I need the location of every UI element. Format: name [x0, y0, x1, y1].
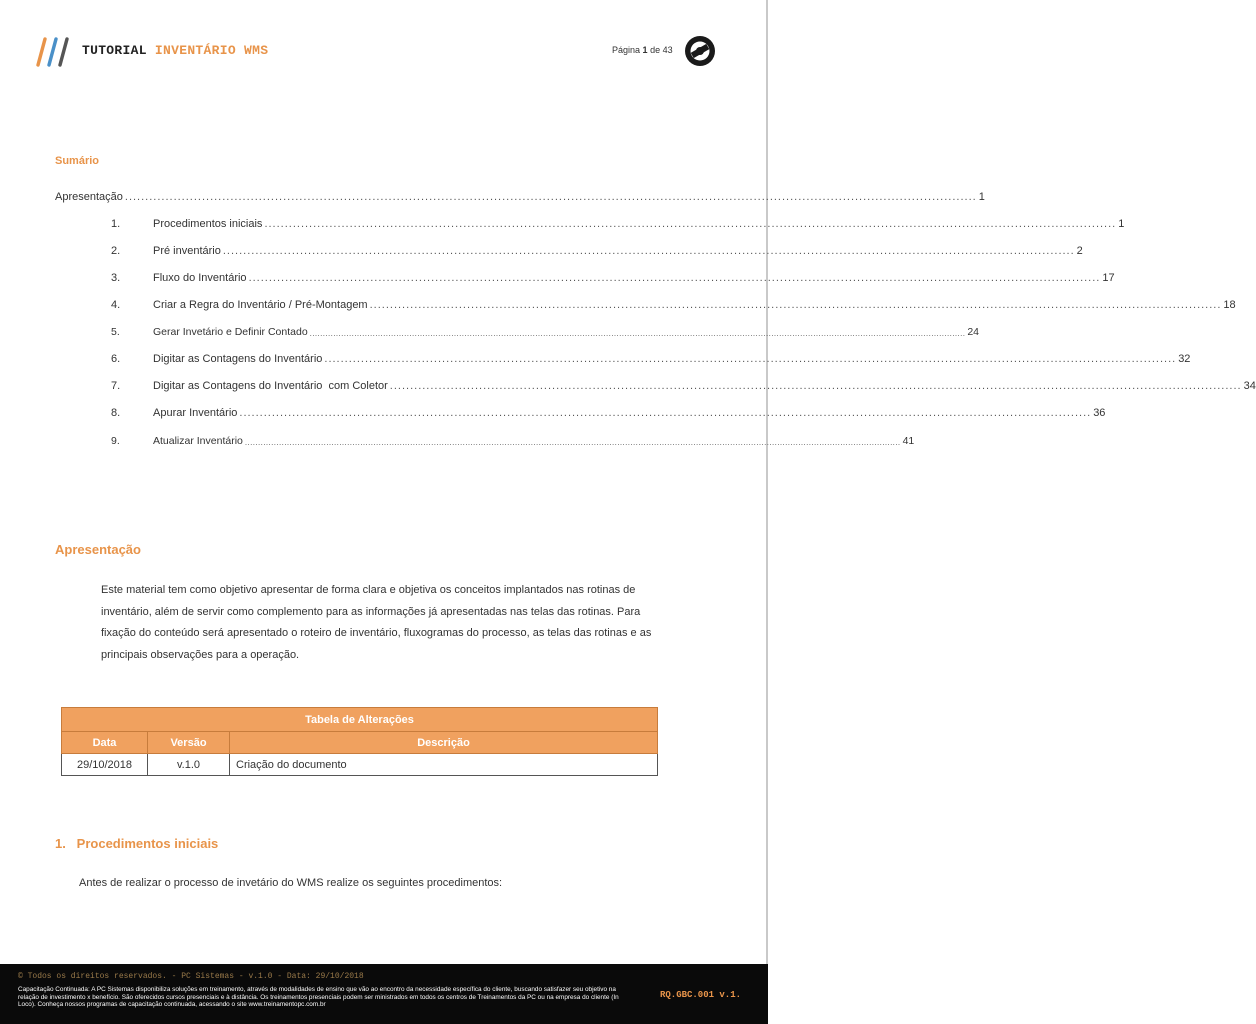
toc-entry[interactable] — [111, 216, 1125, 230]
title-prefix: TUTORIAL — [82, 43, 147, 58]
toc-page: 1 — [1118, 218, 1125, 230]
toc-page: 17 — [1102, 272, 1115, 284]
table-row — [62, 754, 658, 776]
toc-leader: .......................................................................................................................................................................................................................................................... — [244, 438, 901, 447]
toc-number: 1. — [111, 218, 121, 230]
cell-date: 29/10/2018 — [62, 754, 148, 776]
page-label: Página — [612, 45, 641, 55]
toc-label: Gerar Invetário e Definir Contado — [153, 326, 308, 338]
toc-entry[interactable] — [111, 405, 1106, 419]
summary-heading: Sumário — [55, 155, 100, 167]
triple-slash-logo-icon — [36, 37, 76, 67]
cell-description: Criação do documento — [230, 754, 658, 776]
document-title — [82, 43, 268, 58]
section1-heading: 1. Procedimentos iniciais — [55, 836, 219, 851]
toc-entry[interactable] — [111, 297, 1236, 311]
toc-label: Fluxo do Inventário — [153, 272, 247, 284]
toc-leader: .......................................................................................................................................................................................................................................................... — [309, 329, 966, 338]
toc-leader: .................................................................................................................................................................................................................. — [124, 191, 977, 203]
presentation-paragraph: Este material tem como objetivo apresentar de forma clara e objetiva os conceitos implantados nas rotinas de inventário, além de servir como complemento para as informações já apresentadas nas telas das rotinas. Para fixação do conteúdo será apresentado o roteiro de inventário, fluxogramas do processo, as telas das rotinas e as principais observações para a operação. — [101, 584, 652, 661]
toc-leader: .................................................................................................................................................................................................................. — [369, 299, 1222, 311]
footer-copyright: © Todos os direitos reservados. - PC Sistemas - v.1.0 - Data: 29/10/2018 — [18, 972, 364, 981]
toc-label: Apurar Inventário — [153, 407, 238, 419]
title-main: INVENTÁRIO WMS — [154, 43, 269, 58]
section1-paragraph: Antes de realizar o processo de invetário do WMS realize os seguintes procedimentos: — [79, 877, 503, 889]
toc-label: Digitar as Contagens do Inventário com Coletor — [153, 380, 388, 392]
toc-entry[interactable] — [111, 351, 1191, 365]
toc-entry[interactable] — [111, 243, 1083, 257]
toc-number: 2. — [111, 245, 121, 257]
toc-page: 41 — [902, 435, 915, 447]
toc-page: 18 — [1223, 299, 1236, 311]
page-right-edge — [766, 0, 768, 964]
toc-label: Procedimentos iniciais — [153, 218, 263, 230]
toc-page: 24 — [967, 326, 980, 338]
toc-page: 32 — [1178, 353, 1191, 365]
toc-label: Atualizar Inventário — [153, 435, 243, 447]
toc-leader: .................................................................................................................................................................................................................. — [239, 407, 1092, 419]
toc-label: Digitar as Contagens do Inventário — [153, 353, 323, 365]
toc-page: 34 — [1243, 380, 1256, 392]
footer-document-code: RQ.GBC.001 v.1. — [660, 990, 742, 1000]
toc-number: 9. — [111, 435, 120, 447]
column-header-description: Descrição — [230, 732, 658, 754]
toc-label: Apresentação — [55, 191, 123, 203]
footer-info: Capacitação Continuada: A PC Sistemas disponibiliza soluções em treinamento, através de modalidades de ensino que vão ao encontro da necessidade específica do cliente, buscando satisfazer seu objetivo na relação de investimento x benefício. São oferecidos cursos presenciais e à distância. Os treinamentos presenciais podem ser ministrados em todos os centros de Treinamentos da PC ou na empresa do cliente (In Loco). Conheça nossos programas de capacitação continuada, acessando o site www.treinamentopc.com.br — [18, 986, 619, 1009]
toc-entry[interactable] — [111, 433, 915, 447]
toc-leader: .................................................................................................................................................................................................................. — [264, 218, 1117, 230]
changes-table — [61, 707, 658, 776]
toc-number: 6. — [111, 353, 121, 365]
column-header-version: Versão — [148, 732, 230, 754]
toc-leader: .................................................................................................................................................................................................................. — [324, 353, 1177, 365]
toc-page: 1 — [978, 191, 985, 203]
page-indicator — [612, 45, 673, 55]
totvs-circle-logo-icon — [684, 35, 716, 67]
toc-page: 2 — [1076, 245, 1083, 257]
page-current: 1 — [642, 45, 648, 55]
cell-version: v.1.0 — [148, 754, 230, 776]
changes-table-title: Tabela de Alterações — [62, 708, 658, 732]
toc-number: 3. — [111, 272, 121, 284]
column-header-date: Data — [62, 732, 148, 754]
toc-number: 4. — [111, 299, 121, 311]
toc-leader: .................................................................................................................................................................................................................. — [248, 272, 1101, 284]
page-footer — [0, 964, 768, 1024]
toc-number: 5. — [111, 326, 120, 338]
toc-entry[interactable] — [111, 324, 980, 338]
toc-label: Criar a Regra do Inventário / Pré-Montagem — [153, 299, 368, 311]
toc-label: Pré inventário — [153, 245, 221, 257]
toc-entry[interactable] — [111, 270, 1115, 284]
toc-number: 7. — [111, 380, 121, 392]
presentation-heading: Apresentação — [55, 542, 141, 557]
toc-leader: .................................................................................................................................................................................................................. — [389, 380, 1242, 392]
page-total: de 43 — [650, 45, 673, 55]
toc-leader: .................................................................................................................................................................................................................. — [222, 245, 1075, 257]
toc-page: 36 — [1093, 407, 1106, 419]
toc-number: 8. — [111, 407, 121, 419]
toc-entry[interactable] — [111, 378, 1256, 392]
toc-entry[interactable] — [55, 189, 985, 203]
